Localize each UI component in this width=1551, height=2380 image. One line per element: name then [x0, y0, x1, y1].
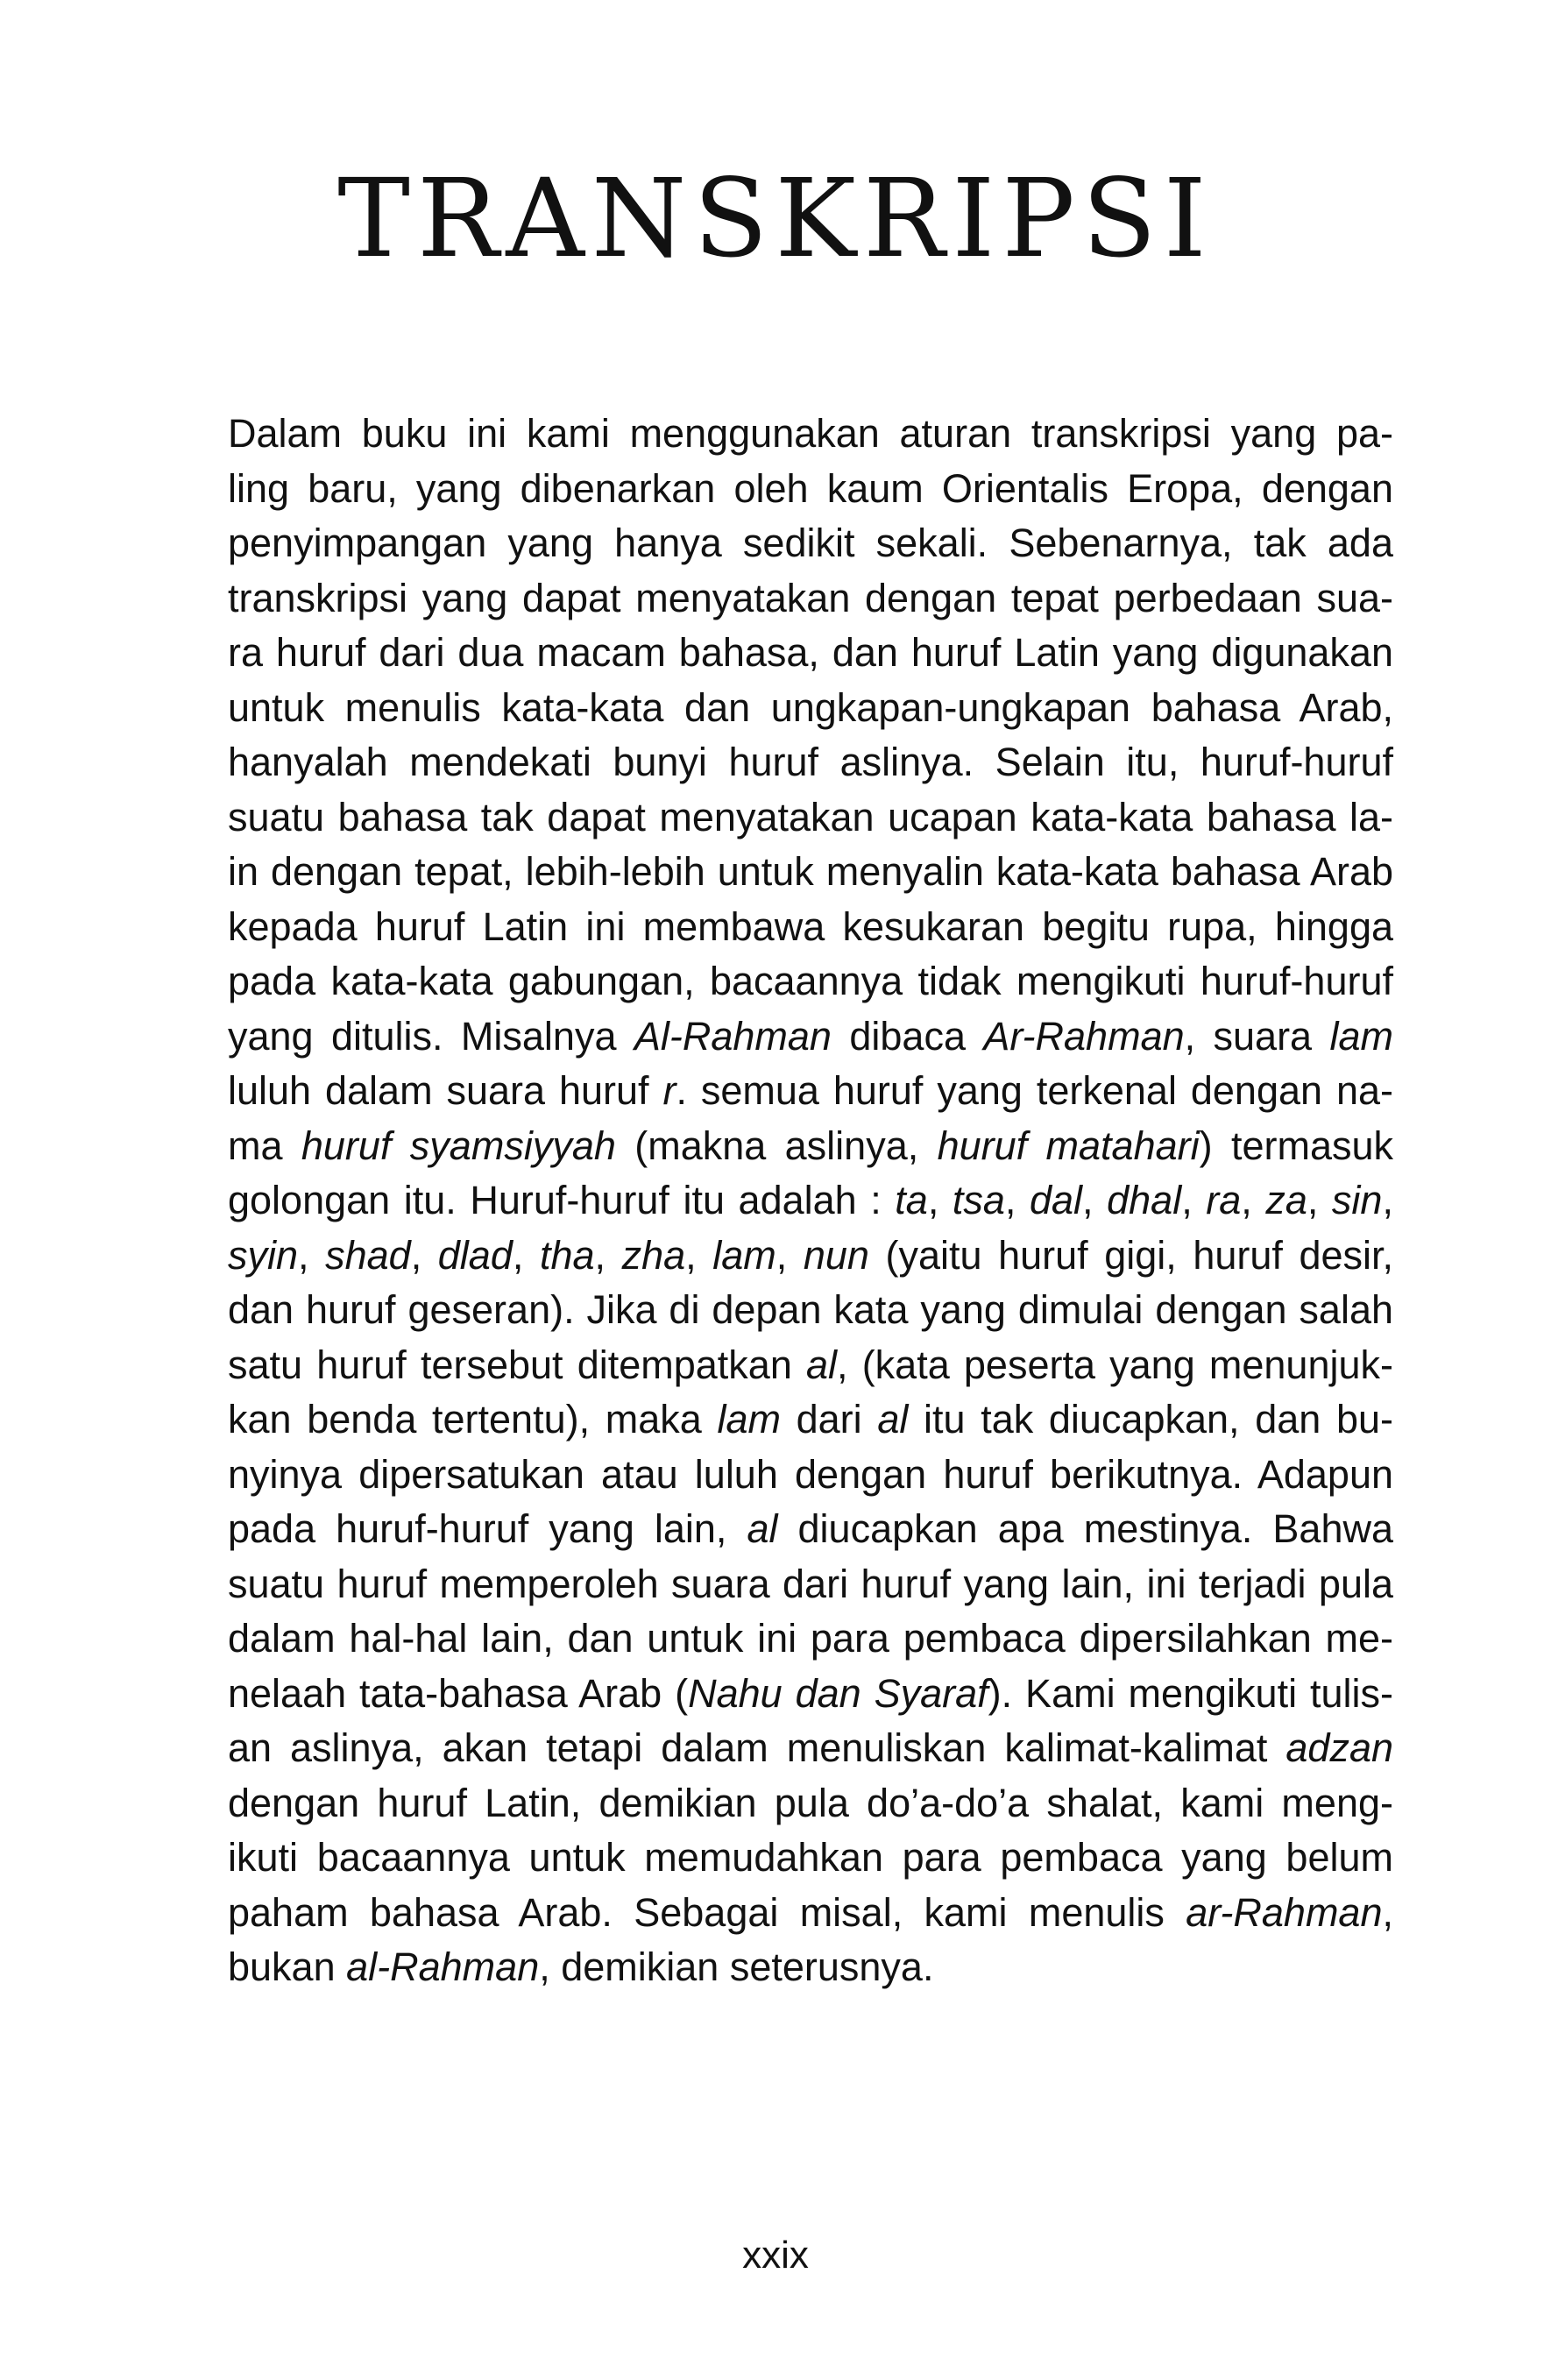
- text-segment: in dengan tepat, lebih-lebih untuk menyalin kata-kata bahasa Arab: [228, 849, 1393, 894]
- text-line: [228, 1557, 1393, 1612]
- italic-term: tha: [539, 1232, 595, 1278]
- text-segment: nyinya dipersatukan atau luluh dengan huruf berikutnya. Adapun: [228, 1451, 1393, 1497]
- text-segment: pada huruf-huruf yang lain,: [228, 1506, 747, 1551]
- text-line: [228, 1831, 1393, 1886]
- text-segment: ) termasuk: [1199, 1123, 1394, 1168]
- text-segment: dalam hal-hal lain, dan untuk ini para pembaca dipersilahkan me-: [228, 1616, 1393, 1661]
- text-line: [228, 1173, 1393, 1229]
- text-segment: ,: [512, 1232, 540, 1278]
- text-line: [228, 462, 1393, 517]
- text-segment: paham bahasa Arab. Sebagai misal, kami menulis: [228, 1889, 1186, 1935]
- text-segment: ra huruf dari dua macam bahasa, dan huruf Latin yang digunakan: [228, 630, 1393, 675]
- text-segment: ,: [298, 1232, 326, 1278]
- text-segment: , suara: [1184, 1013, 1330, 1059]
- text-segment: , demikian seterusnya.: [539, 1944, 934, 1989]
- text-segment: an aslinya, akan tetapi dalam menuliskan kalimat-kalimat: [228, 1725, 1286, 1770]
- text-segment: dibaca: [831, 1013, 984, 1059]
- italic-term: al-Rahman: [346, 1944, 540, 1989]
- italic-term: lam: [1329, 1013, 1393, 1059]
- text-line: [228, 407, 1393, 462]
- text-segment: dari: [780, 1397, 878, 1441]
- text-segment: Dalam buku ini kami menggunakan aturan transkripsi yang pa-: [228, 411, 1393, 456]
- italic-term: adzan: [1285, 1725, 1393, 1770]
- text-line: [228, 516, 1393, 571]
- text-line: [228, 1448, 1393, 1503]
- italic-term: dlad: [437, 1232, 513, 1278]
- text-segment: ikuti bacaannya untuk memudahkan para pembaca yang belum: [228, 1835, 1393, 1880]
- text-line: [228, 1229, 1393, 1284]
- text-segment: luluh dalam suara huruf: [228, 1068, 663, 1113]
- italic-term: tsa: [952, 1178, 1005, 1222]
- text-segment: pada kata-kata gabungan, bacaannya tidak mengikuti huruf-huruf: [228, 959, 1393, 1003]
- text-segment: ,: [1307, 1178, 1332, 1222]
- italic-term: ra: [1206, 1178, 1242, 1222]
- text-line: [228, 681, 1393, 736]
- text-line: [228, 1119, 1393, 1174]
- italic-term: ar-Rahman: [1186, 1889, 1383, 1935]
- text-segment: itu tak diucapkan, dan bu-: [908, 1397, 1393, 1441]
- text-line: [228, 1009, 1393, 1065]
- text-segment: nelaah tata-bahasa Arab (: [228, 1670, 689, 1716]
- text-segment: untuk menulis kata-kata dan ungkapan-ungkapan bahasa Arab,: [228, 684, 1393, 730]
- text-line: [228, 1776, 1393, 1831]
- italic-term: al: [747, 1506, 778, 1551]
- text-segment: ma: [228, 1123, 301, 1168]
- italic-term: zha: [621, 1232, 686, 1278]
- text-line: [228, 790, 1393, 846]
- text-line: [228, 735, 1393, 790]
- text-line: [228, 1338, 1393, 1393]
- italic-term: lam: [717, 1397, 781, 1441]
- italic-term: al: [806, 1342, 838, 1387]
- body-paragraph: [228, 407, 1393, 1995]
- text-segment: hanyalah mendekati bunyi huruf aslinya. Selain itu, huruf-huruf: [228, 740, 1393, 784]
- text-segment: dengan huruf Latin, demikian pula do’a-do’a shalat, kami meng-: [228, 1780, 1393, 1825]
- text-segment: ,: [927, 1178, 953, 1222]
- italic-term: sin: [1331, 1178, 1383, 1222]
- page-title: TRANSKRIPSI: [337, 156, 1214, 282]
- text-segment: (yaitu huruf gigi, huruf desir,: [868, 1232, 1394, 1278]
- page-number: xxix: [742, 2234, 809, 2277]
- text-line: [228, 571, 1393, 627]
- text-line: [228, 1940, 1393, 1995]
- italic-term: shad: [325, 1232, 411, 1278]
- italic-term: r: [662, 1068, 676, 1113]
- text-segment: ,: [685, 1232, 713, 1278]
- text-line: [228, 1502, 1393, 1557]
- text-segment: kepada huruf Latin ini membawa kesukaran begitu rupa, hingga: [228, 903, 1393, 949]
- italic-term: ta: [895, 1178, 928, 1222]
- text-line: [228, 954, 1393, 1009]
- italic-term: dal: [1029, 1178, 1083, 1222]
- text-segment: ). Kami mengikuti tulis-: [988, 1670, 1394, 1716]
- italic-term: huruf syamsiyyah: [301, 1123, 616, 1168]
- text-segment: ,: [1241, 1178, 1266, 1222]
- text-segment: , (kata peserta yang menunjuk-: [837, 1342, 1393, 1387]
- text-segment: bukan: [228, 1944, 347, 1989]
- text-segment: ,: [410, 1232, 438, 1278]
- italic-term: za: [1265, 1178, 1307, 1222]
- text-segment: satu huruf tersebut ditempatkan: [228, 1342, 806, 1387]
- italic-term: syin: [228, 1232, 299, 1278]
- text-segment: ,: [1382, 1178, 1393, 1222]
- text-line: [228, 1721, 1393, 1776]
- text-segment: . semua huruf yang terkenal dengan na-: [676, 1068, 1393, 1113]
- text-segment: transkripsi yang dapat menyatakan dengan tepat perbedaan sua-: [228, 575, 1393, 620]
- text-line: [228, 845, 1393, 900]
- text-segment: ling baru, yang dibenarkan oleh kaum Orientalis Eropa, dengan: [228, 465, 1393, 511]
- text-segment: ,: [1181, 1178, 1207, 1222]
- text-line: [228, 1283, 1393, 1338]
- text-segment: yang ditulis. Misalnya: [228, 1013, 634, 1059]
- text-segment: golongan itu. Huruf-huruf itu adalah :: [228, 1178, 896, 1222]
- text-segment: ,: [1382, 1889, 1393, 1935]
- text-line: [228, 1392, 1393, 1448]
- italic-term: nun: [803, 1232, 869, 1278]
- italic-term: huruf matahari: [937, 1123, 1200, 1168]
- italic-term: dhal: [1107, 1178, 1182, 1222]
- text-line: [228, 1064, 1393, 1119]
- text-segment: ,: [594, 1232, 622, 1278]
- italic-term: Ar-Rahman: [983, 1013, 1185, 1059]
- italic-term: al: [877, 1397, 909, 1441]
- text-segment: suatu bahasa tak dapat menyatakan ucapan kata-kata bahasa la-: [228, 794, 1393, 839]
- text-segment: penyimpangan yang hanya sedikit sekali. Sebenarnya, tak ada: [228, 521, 1393, 565]
- text-line: [228, 1611, 1393, 1667]
- text-segment: ,: [776, 1232, 804, 1278]
- italic-term: lam: [712, 1232, 776, 1278]
- text-segment: ,: [1004, 1178, 1030, 1222]
- text-segment: (makna aslinya,: [615, 1123, 938, 1168]
- text-segment: dan huruf geseran). Jika di depan kata yang dimulai dengan salah: [228, 1287, 1393, 1332]
- text-segment: kan benda tertentu), maka: [228, 1397, 718, 1441]
- italic-term: Nahu dan Syaraf: [688, 1670, 988, 1716]
- text-line: [228, 900, 1393, 955]
- text-line: [228, 1667, 1393, 1722]
- italic-term: Al-Rahman: [634, 1013, 832, 1059]
- text-segment: ,: [1082, 1178, 1108, 1222]
- text-segment: suatu huruf memperoleh suara dari huruf yang lain, ini terjadi pula: [228, 1561, 1393, 1606]
- text-segment: diucapkan apa mestinya. Bahwa: [777, 1506, 1393, 1551]
- text-line: [228, 626, 1393, 681]
- text-line: [228, 1886, 1393, 1941]
